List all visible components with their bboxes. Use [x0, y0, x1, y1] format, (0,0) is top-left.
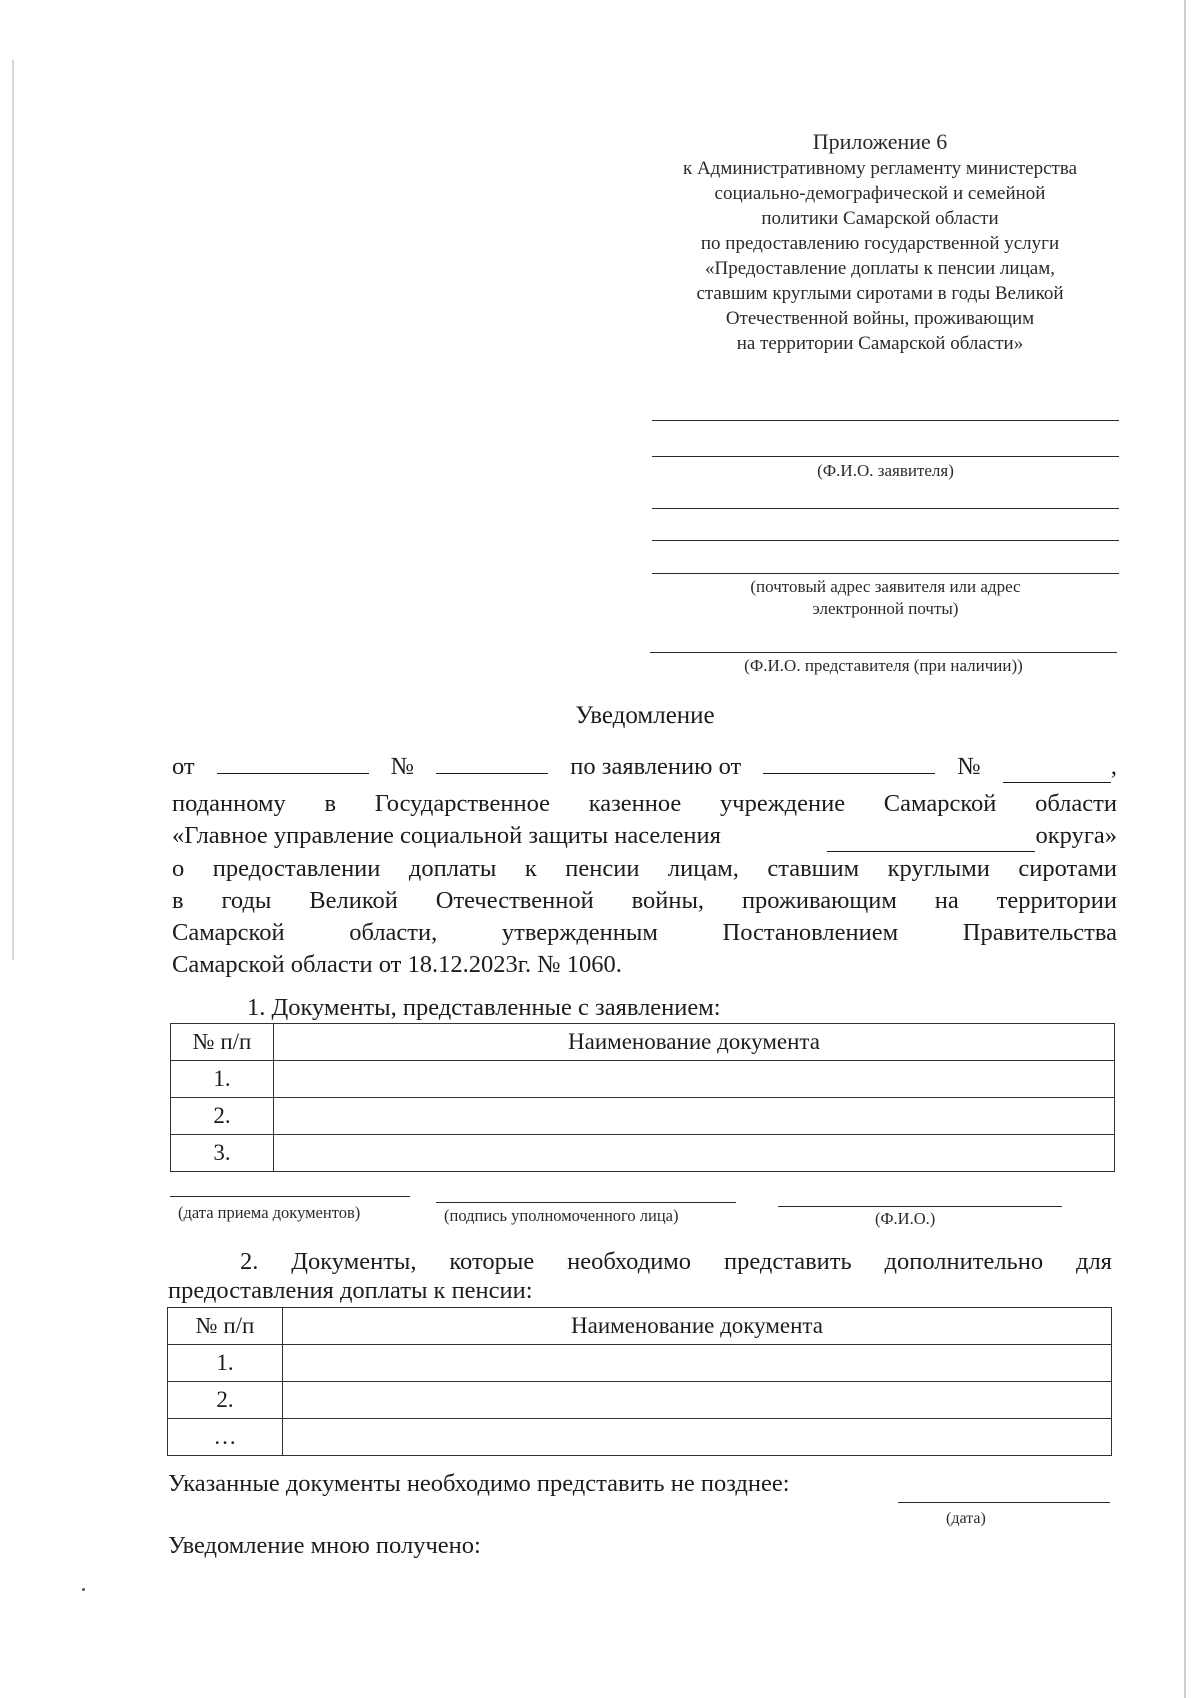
- document-name-cell[interactable]: [274, 1135, 1115, 1172]
- word: утвержденным: [501, 919, 658, 946]
- notice-line-6: [172, 917, 1117, 949]
- notice-line-3: [172, 820, 1117, 852]
- word: на: [934, 887, 959, 914]
- officer-fio-line[interactable]: [778, 1206, 1062, 1207]
- deadline-text: Указанные документы необходимо представить не позднее:: [168, 1470, 790, 1497]
- row-number: 1.: [171, 1061, 274, 1098]
- table-header-row: [168, 1308, 1112, 1345]
- word: Самарской: [883, 790, 997, 817]
- word: Отечественной: [435, 887, 594, 914]
- section2-heading-line-2: предоставления доплаты к пенсии:: [168, 1277, 533, 1304]
- resolution-reference: Самарской области от 18.12.2023г. № 1060.: [172, 951, 622, 978]
- appendix-line: на территории Самарской области»: [736, 333, 1024, 354]
- row-number: 3.: [171, 1135, 274, 1172]
- notice-line-1: [172, 751, 1117, 783]
- table-row: [171, 1098, 1115, 1135]
- word: ставшим: [767, 855, 860, 882]
- word: территории: [996, 887, 1117, 914]
- table-row: [168, 1419, 1112, 1456]
- deadline-date-line[interactable]: [898, 1502, 1110, 1503]
- word: Государственное: [374, 790, 550, 817]
- word: годы: [221, 887, 272, 914]
- table-row: [168, 1382, 1112, 1419]
- word: для: [1075, 1248, 1112, 1275]
- word: пенсии: [565, 855, 640, 882]
- applicant-fio-line-1[interactable]: [652, 420, 1119, 421]
- word-from: от: [172, 753, 195, 780]
- row-number: 1.: [168, 1345, 283, 1382]
- word: доплаты: [408, 855, 497, 882]
- notice-number-field[interactable]: [436, 751, 548, 774]
- word: сиротами: [1018, 855, 1117, 882]
- column-header-number: № п/п: [171, 1024, 274, 1061]
- notice-line-5: [172, 885, 1117, 917]
- word: Самарской: [172, 919, 285, 946]
- word: 2.: [240, 1248, 259, 1275]
- word: о: [172, 855, 185, 882]
- word: к: [524, 855, 537, 882]
- word: области: [1035, 790, 1117, 817]
- appendix-title: Приложение 6: [812, 129, 948, 154]
- word: дополнительно: [884, 1248, 1044, 1275]
- notice-received-text: Уведомление мною получено:: [168, 1532, 481, 1559]
- receipt-date-line[interactable]: [170, 1196, 410, 1197]
- appendix-line: «Предоставление доплаты к пенсии лицам,: [705, 258, 1055, 279]
- word: войны,: [631, 887, 705, 914]
- word: проживающим: [741, 887, 897, 914]
- row-number: 2.: [168, 1382, 283, 1419]
- word: в: [172, 887, 184, 914]
- word-by-application: по заявлению от: [570, 753, 742, 780]
- comma: ,: [1110, 753, 1117, 780]
- document-name-cell[interactable]: [274, 1061, 1115, 1098]
- word: круглыми: [887, 855, 990, 882]
- representative-fio-line[interactable]: [650, 652, 1117, 653]
- section2-heading-line-1: [240, 1246, 1112, 1278]
- row-number: 2.: [171, 1098, 274, 1135]
- application-date-field[interactable]: [763, 751, 935, 774]
- appendix-line: политики Самарской области: [761, 208, 999, 229]
- table-header-row: [171, 1024, 1115, 1061]
- notice-line-7: [172, 949, 1117, 981]
- applicant-fio-line-2[interactable]: [652, 456, 1119, 457]
- notice-title: Уведомление: [575, 702, 715, 729]
- document-name-cell[interactable]: [283, 1419, 1112, 1456]
- district-field[interactable]: [827, 829, 1035, 852]
- document-name-cell[interactable]: [283, 1345, 1112, 1382]
- word: Документы,: [291, 1248, 417, 1275]
- receipt-date-caption: (дата приема документов): [178, 1203, 361, 1222]
- word: лицам,: [667, 855, 739, 882]
- table-row: [171, 1061, 1115, 1098]
- appendix-line: социально-демографической и семейной: [714, 183, 1046, 204]
- document-name-cell[interactable]: [283, 1382, 1112, 1419]
- representative-fio-caption: (Ф.И.О. представителя (при наличии)): [744, 656, 1023, 675]
- word: учреждение: [720, 790, 846, 817]
- scan-speck: [82, 1588, 85, 1591]
- submitted-documents-table: [170, 1023, 1115, 1172]
- table-row: [168, 1345, 1112, 1382]
- appendix-block: [640, 128, 1120, 356]
- scan-edge-left: [12, 60, 14, 960]
- word: области,: [349, 919, 438, 946]
- appendix-line: к Административному регламенту министерства: [682, 158, 1078, 179]
- officer-signature-line[interactable]: [436, 1202, 736, 1203]
- word: казенное: [588, 790, 682, 817]
- section1-heading: 1. Документы, представленные с заявлением:: [247, 994, 721, 1021]
- application-number-field[interactable]: [1003, 760, 1111, 783]
- table-row: [171, 1135, 1115, 1172]
- notice-line-2: [172, 788, 1117, 820]
- department-name-end: округа»: [1035, 822, 1117, 849]
- address-caption-line-1: (почтовый адрес заявителя или адрес: [750, 577, 1021, 596]
- deadline-date-caption: (дата): [946, 1510, 986, 1527]
- notice-date-field[interactable]: [217, 751, 369, 774]
- department-name-start: «Главное управление социальной защиты населения: [172, 822, 721, 849]
- column-header-document: Наименование документа: [274, 1024, 1115, 1061]
- word: в: [324, 790, 337, 817]
- document-name-cell[interactable]: [274, 1098, 1115, 1135]
- word: Постановлением: [722, 919, 899, 946]
- applicant-fio-caption: (Ф.И.О. заявителя): [817, 461, 954, 480]
- word: представить: [723, 1248, 852, 1275]
- column-header-number: № п/п: [168, 1308, 283, 1345]
- word-number-2: №: [957, 753, 981, 780]
- appendix-line: Отечественной войны, проживающим: [725, 308, 1035, 329]
- word: необходимо: [567, 1248, 692, 1275]
- word: предоставлении: [212, 855, 381, 882]
- officer-signature-caption: (подпись уполномоченного лица): [444, 1206, 679, 1225]
- appendix-line: ставшим круглыми сиротами в годы Великой: [696, 283, 1064, 304]
- word-number: №: [390, 753, 415, 780]
- word: которые: [449, 1248, 535, 1275]
- word: Великой: [309, 887, 398, 914]
- address-line-3[interactable]: [652, 573, 1119, 574]
- appendix-line: по предоставлению государственной услуги: [700, 233, 1060, 254]
- additional-documents-table: [167, 1307, 1112, 1456]
- address-line-1[interactable]: [652, 508, 1119, 509]
- word: Правительства: [962, 919, 1117, 946]
- notice-line-4: [172, 853, 1117, 885]
- column-header-document: Наименование документа: [283, 1308, 1112, 1345]
- address-caption-line-2: электронной почты): [812, 599, 959, 618]
- address-caption: [652, 576, 1119, 620]
- address-line-2[interactable]: [652, 540, 1119, 541]
- officer-fio-caption: (Ф.И.О.): [875, 1209, 936, 1228]
- word: поданному: [172, 790, 286, 817]
- scan-edge-right: [1184, 0, 1186, 1698]
- row-number: …: [168, 1419, 283, 1456]
